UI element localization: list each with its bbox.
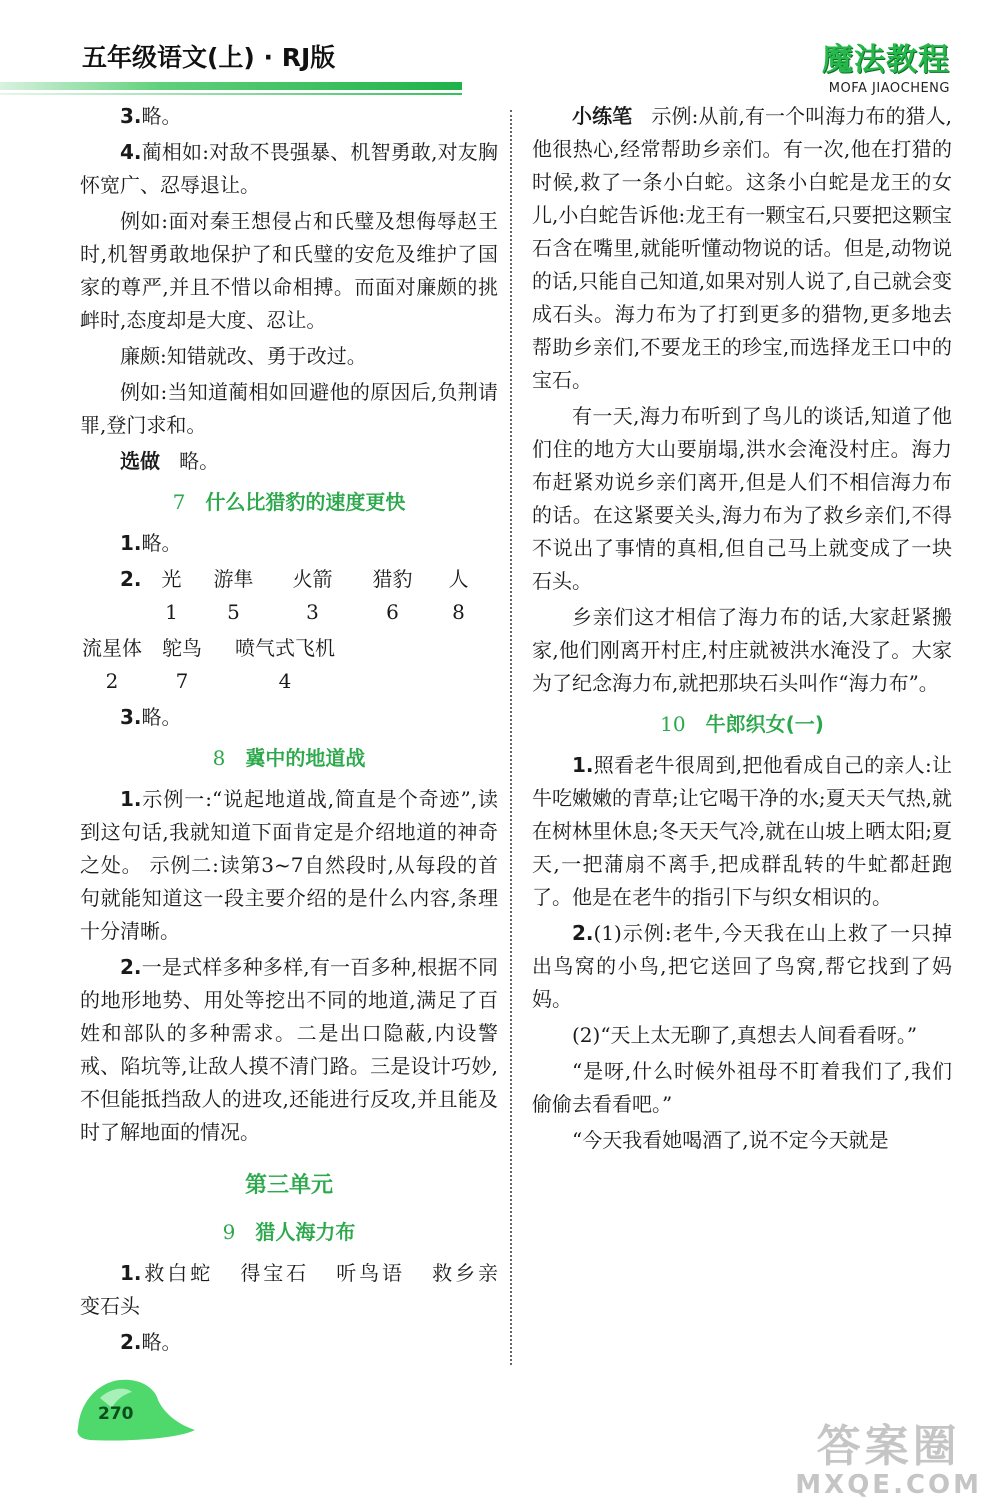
- dialogue-line: (2)“天上太无聊了,真想去人间看看呀。”: [572, 1023, 918, 1047]
- logo-subtitle: MOFA JIAOCHENG: [828, 81, 950, 96]
- practice-paragraph: 有一天,海力布听到了鸟儿的谈话,知道了他们住的地方大山要崩塌,洪水会淹没村庄。海力布赶紧劝说乡亲们离开,但是人们不相信海力布的话。在这紧要关头,海力布为了救乡亲们,不得不说出了事情的真相,但自己马上就变成了一块石头。: [532, 404, 952, 593]
- item-text: 示例一:“说起地道战,简直是个奇迹”,读到这句话,我就知道下面肯定是介绍地道的神奇之处。 示例二:读第3~7自然段时,从每段的首句就能知道这一段主要介绍的是什么内容,条理十分清晰。: [80, 787, 498, 943]
- ranking-cell: [354, 563, 432, 629]
- optional-text: 略。: [179, 449, 220, 473]
- speed-ranking: [80, 563, 498, 629]
- ranking-order: 7: [175, 669, 189, 693]
- item-text: 救白蛇 得宝石 听鸟语 救乡亲 变石头: [80, 1261, 498, 1318]
- ranking-order: 5: [227, 600, 240, 624]
- answer-item: [80, 100, 498, 133]
- ranking-order: 8: [452, 600, 465, 624]
- dialogue-line: “今天我看她喝酒了,说不定今天就是: [572, 1128, 889, 1152]
- ranking-name: 流星体: [82, 636, 142, 660]
- item-text: 蔺相如:对敌不畏强暴、机智勇敢,对友胸怀宽广、忍辱退让。: [80, 140, 498, 197]
- section-title: 猎人海力布: [255, 1220, 356, 1244]
- ranking-name: 人: [448, 567, 469, 591]
- ranking-cell: [432, 563, 486, 629]
- ranking-name: 光: [161, 567, 182, 591]
- item-number: 2.: [120, 567, 142, 591]
- ranking-name: 喷气式飞机: [235, 636, 335, 660]
- dialogue-line: “是呀,什么时候外祖母不盯着我们了,我们偷偷去看看吧。”: [532, 1059, 952, 1116]
- section-number: 7: [172, 490, 186, 514]
- watermark-url: MXQE.COM: [795, 1470, 982, 1500]
- item-number: 2.: [120, 1330, 142, 1354]
- practice-paragraph: [532, 100, 952, 397]
- item-text: 一是式样多种多样,有一百多种,根据不同的地形地势、用处等挖出不同的地道,满足了百姓和部队的多种需求。二是出口隐蔽,内设警戒、陷坑等,让敌人摸不清门路。三是设计巧妙,不但能抵挡敌人的进攻,还能进行反攻,并且能及时了解地面的情况。: [80, 955, 498, 1144]
- left-column: [80, 100, 498, 1362]
- optional-label: 选做: [120, 449, 160, 473]
- section-number: 9: [222, 1220, 236, 1244]
- item-number: 3.: [120, 705, 142, 729]
- item-number: 1.: [120, 1261, 142, 1285]
- answer-item: [80, 1326, 498, 1359]
- ranking-cell: [144, 632, 220, 698]
- section-heading-9: [80, 1216, 498, 1249]
- ranking-order: 6: [386, 600, 399, 624]
- header-rule-thin: [0, 93, 462, 95]
- ranking-cell: [148, 563, 196, 629]
- optional-item: [80, 445, 498, 478]
- watermark-text: 答案圈: [816, 1421, 961, 1472]
- example-paragraph: 例如:面对秦王想侵占和氏璧及想侮辱赵王时,机智勇敢地保护了和氏璧的安危及维护了国家的尊严,并且不惜以命相搏。而面对廉颇的挑衅时,态度却是大度、忍让。: [80, 209, 498, 332]
- lianpo-paragraph: 廉颇:知错就改、勇于改过。: [120, 344, 367, 368]
- item-number: 3.: [120, 104, 142, 128]
- item-number: 1.: [572, 753, 594, 777]
- ranking-cell: [272, 563, 354, 629]
- section-number: 8: [212, 746, 226, 770]
- ranking-row: [120, 563, 498, 629]
- ranking-cell: [196, 563, 272, 629]
- answer-item: [80, 136, 498, 202]
- section-heading-7: [80, 486, 498, 519]
- right-column: [532, 100, 952, 1160]
- answer-item: [532, 917, 952, 1016]
- section-heading-10: [532, 708, 952, 741]
- item-number: 4.: [120, 140, 142, 164]
- practice-label: 小练笔: [572, 104, 633, 128]
- item-text: (1)示例:老牛,今天我在山上救了一只掉出鸟窝的小鸟,把它送回了鸟窝,帮它找到了妈妈。: [532, 921, 952, 1011]
- practice-text: 示例:从前,有一个叫海力布的猎人,他很热心,经常帮助乡亲们。有一次,他在打猎的时候,救了一条小白蛇。这条小白蛇是龙王的女儿,小白蛇告诉他:龙王有一颗宝石,只要把这颗宝石含在嘴里,就能听懂动物说的话。但是,动物说的话,只能自己知道,如果对别人说了,自己就会变成石头。海力布为了打到更多的猎物,更多地去帮助乡亲们,不要龙王的珍宝,而选择龙王口中的宝石。: [532, 104, 953, 392]
- ranking-order: 4: [278, 669, 292, 693]
- item-text: 略。: [141, 705, 182, 729]
- example-paragraph: 例如:当知道蔺相如回避他的原因后,负荆请罪,登门求和。: [80, 380, 498, 437]
- column-divider: [510, 110, 512, 1365]
- answer-item: [532, 749, 952, 914]
- ranking-cell: [80, 632, 144, 698]
- ranking-order: 3: [306, 600, 319, 624]
- logo-title: 魔法教程: [822, 42, 950, 78]
- unit-heading: 第三单元: [244, 1173, 333, 1198]
- ranking-order: 1: [165, 600, 178, 624]
- answer-item: [80, 527, 498, 560]
- page-number: 270: [98, 1404, 134, 1424]
- speed-ranking-2: [80, 632, 498, 698]
- wizard-hat-icon: [70, 1370, 200, 1450]
- section-title: 什么比猎豹的速度更快: [205, 490, 406, 514]
- ranking-cell: [220, 632, 350, 698]
- ranking-name: 猎豹: [372, 567, 413, 591]
- answer-item: [80, 951, 498, 1149]
- item-number: 1.: [120, 787, 142, 811]
- item-text: 略。: [141, 531, 182, 555]
- item-number: 2.: [572, 921, 594, 945]
- answer-item: [80, 701, 498, 734]
- ranking-name: 游隼: [213, 567, 254, 591]
- ranking-name: 鸵鸟: [162, 636, 202, 660]
- section-title: 牛郎织女(一): [705, 712, 824, 736]
- section-title: 冀中的地道战: [245, 746, 366, 770]
- ranking-name: 火箭: [292, 567, 333, 591]
- ranking-row: [80, 632, 498, 698]
- section-number: 10: [660, 712, 686, 736]
- answer-item: [80, 783, 498, 948]
- item-number: 2.: [120, 955, 142, 979]
- header-rule: [0, 82, 462, 90]
- answer-item: [80, 1257, 498, 1323]
- item-text: 略。: [141, 1330, 182, 1354]
- ranking-order: 2: [105, 669, 119, 693]
- practice-paragraph: 乡亲们这才相信了海力布的话,大家赶紧搬家,他们刚离开村庄,村庄就被洪水淹没了。大家为了纪念海力布,就把那块石头叫作“海力布”。: [532, 605, 952, 695]
- book-title: 五年级语文(上) · RJ版: [82, 43, 336, 72]
- brand-logo: [822, 34, 950, 96]
- item-text: 略。: [141, 104, 182, 128]
- item-number: 1.: [120, 531, 142, 555]
- section-heading-8: [80, 742, 498, 775]
- item-text: 照看老牛很周到,把他看成自己的亲人:让牛吃嫩嫩的青草;让它喝干净的水;夏天天气热,就在树林里休息;冬天天气冷,就在山坡上晒太阳;夏天,一把蒲扇不离手,把成群乱转的牛虻都赶跑了。他是在老牛的指引下与织女相识的。: [532, 753, 952, 909]
- watermark: [795, 1410, 982, 1500]
